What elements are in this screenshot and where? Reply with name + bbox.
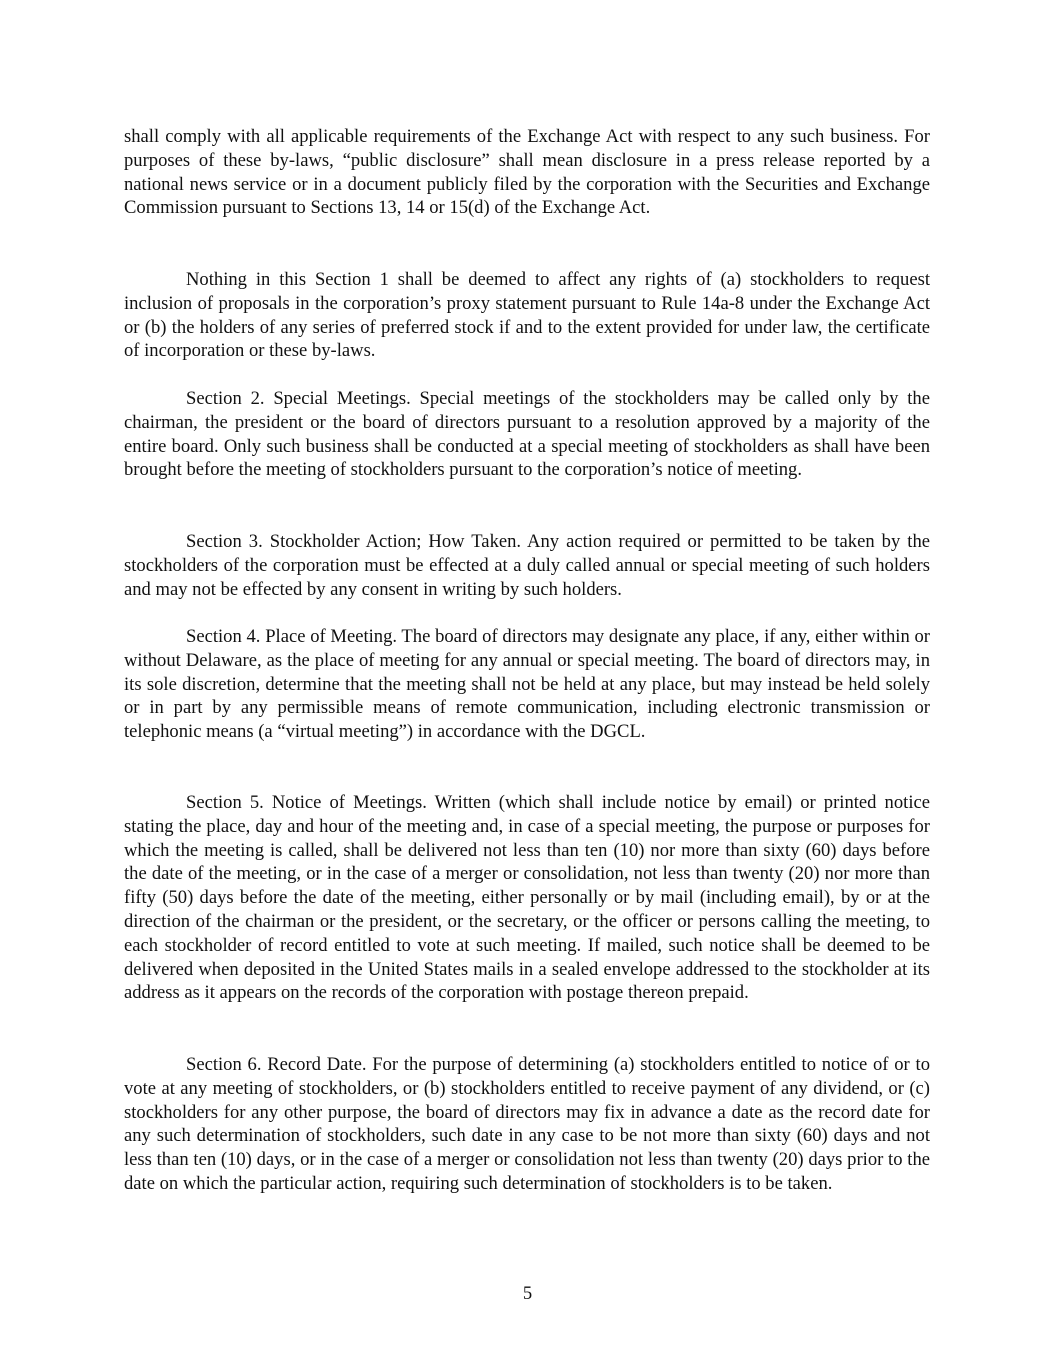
paragraph-section-6-record-date: Section 6. Record Date. For the purpose of determining (a) stockholders entitled to notice of or to vote at any meeting of stockholders, or (b) stockholders entitled to receive payment of any dividend, or (c) stockholders for any other purpose, the board of directors may fix in advance a date as the record date for any such determination of stockholders, such date in any case to be not more than sixty (60) days and not less than ten (10) days, or in the case of a merger or consolidation not less than twenty (20) days prior to the date on which the particular action, requiring such determination of stockholders is to be taken.: [124, 1054, 930, 1194]
paragraph-section-5-notice-of-meetings: Section 5. Notice of Meetings. Written (which shall include notice by email) or printed notice stating the place, day and hour of the meeting and, in case of a special meeting, the purpose or purposes for which the meeting is called, shall be delivered not less than ten (10) nor more than sixty (60) days before the date of the meeting, or in the case of a merger or consolidation, not less than twenty (20) nor more than fifty (50) days before the date of the meeting, either personally or by mail (including email), by or at the direction of the chairman or the president, or the secretary, or the officer or persons calling the meeting, to each stockholder of record entitled to vote at such meeting. If mailed, such notice shall be deemed to be delivered when deposited in the United States mails in a sealed envelope addressed to the stockholder at its address as it appears on the records of the corporation with postage thereon prepaid.: [124, 792, 930, 1004]
page-number: 5: [522, 1283, 533, 1304]
paragraph-section-1-nothing-in-this: Nothing in this Section 1 shall be deemed to affect any rights of (a) stockholders to request inclusion of proposals in the corporation’s proxy statement pursuant to Rule 14a-8 under the Exchange Act or (b) the holders of any series of preferred stock if and to the extent provided for under law, the certificate of incorporation or these by-laws.: [124, 269, 930, 362]
paragraph-section-2-special-meetings: Section 2. Special Meetings. Special meetings of the stockholders may be called only by the chairman, the president or the board of directors pursuant to a resolution approved by a majority of the entire board. Only such business shall be conducted at a special meeting of stockholders as shall have been brought before the meeting of stockholders pursuant to the corporation’s notice of meeting.: [124, 388, 930, 481]
paragraph-section-4-place-of-meeting: Section 4. Place of Meeting. The board of directors may designate any place, if any, either within or without Delaware, as the place of meeting for any annual or special meeting. The board of directors may, in its sole discretion, determine that the meeting shall not be held at any place, but may instead be held solely or in part by any permissible means of remote communication, including electronic transmission or telephonic means (a “virtual meeting”) in accordance with the DGCL.: [124, 626, 930, 743]
paragraph-exchange-act-continuation: shall comply with all applicable requirements of the Exchange Act with respect to any such business. For purposes of these by-laws, “public disclosure” shall mean disclosure in a press release reported by a national news service or in a document publicly filed by the corporation with the Securities and Exchange Commission pursuant to Sections 13, 14 or 15(d) of the Exchange Act.: [124, 126, 930, 219]
paragraph-section-3-stockholder-action: Section 3. Stockholder Action; How Taken. Any action required or permitted to be taken by the stockholders of the corporation must be effected at a duly called annual or special meeting of such holders and may not be effected by any consent in writing by such holders.: [124, 531, 930, 600]
